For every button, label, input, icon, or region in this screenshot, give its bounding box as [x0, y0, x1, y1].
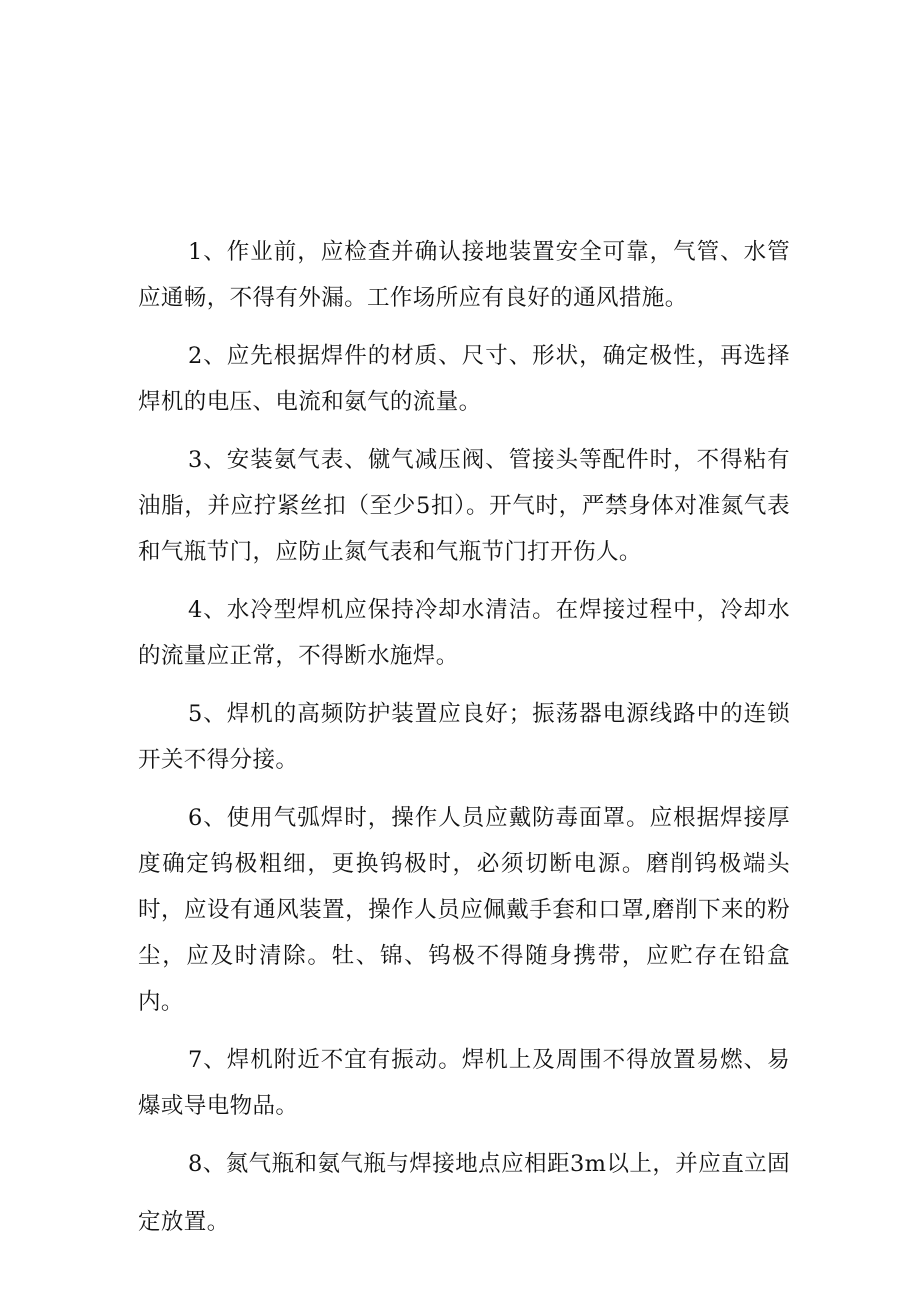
document-body: [138, 229, 790, 1263]
paragraph-2: 2、应先根据焊件的材质、尺寸、形状，确定极性，再选择焊机的电压、电流和氨气的流量。: [138, 343, 790, 415]
paragraph-3: 3、安装氨气表、僦气减压阀、管接头等配件时，不得粘有油脂，并应拧紧丝扣（至少5扣）。开气时，严禁身体对准氮气表和气瓶节门，应防止氮气表和气瓶节门打开伤人。: [138, 447, 790, 565]
paragraph-8: 8、氮气瓶和氨气瓶与焊接地点应相距3m以上，并应直立固定放置。: [138, 1151, 790, 1235]
paragraph-6: 6、使用气弧焊时，操作人员应戴防毒面罩。应根据焊接厚度确定钨极粗细，更换钨极时，必须切断电源。磨削钨极端头时，应设有通风装置，操作人员应佩戴手套和口罩,磨削下来的粉尘，应及时清除。牡、锦、钨极不得随身携带，应贮存在铅盒内。: [138, 805, 790, 1015]
paragraph-5: 5、焊机的高频防护装置应良好；振荡器电源线路中的连锁开关不得分接。: [138, 701, 790, 773]
paragraph-1: 1、作业前，应检查并确认接地装置安全可靠，气管、水管应通畅，不得有外漏。工作场所应有良好的通风措施。: [138, 239, 790, 311]
paragraph-7: 7、焊机附近不宜有振动。焊机上及周围不得放置易燃、易爆或导电物品。: [138, 1047, 790, 1119]
paragraph-4: 4、水冷型焊机应保持冷却水清洁。在焊接过程中，冷却水的流量应正常，不得断水施焊。: [138, 597, 790, 669]
